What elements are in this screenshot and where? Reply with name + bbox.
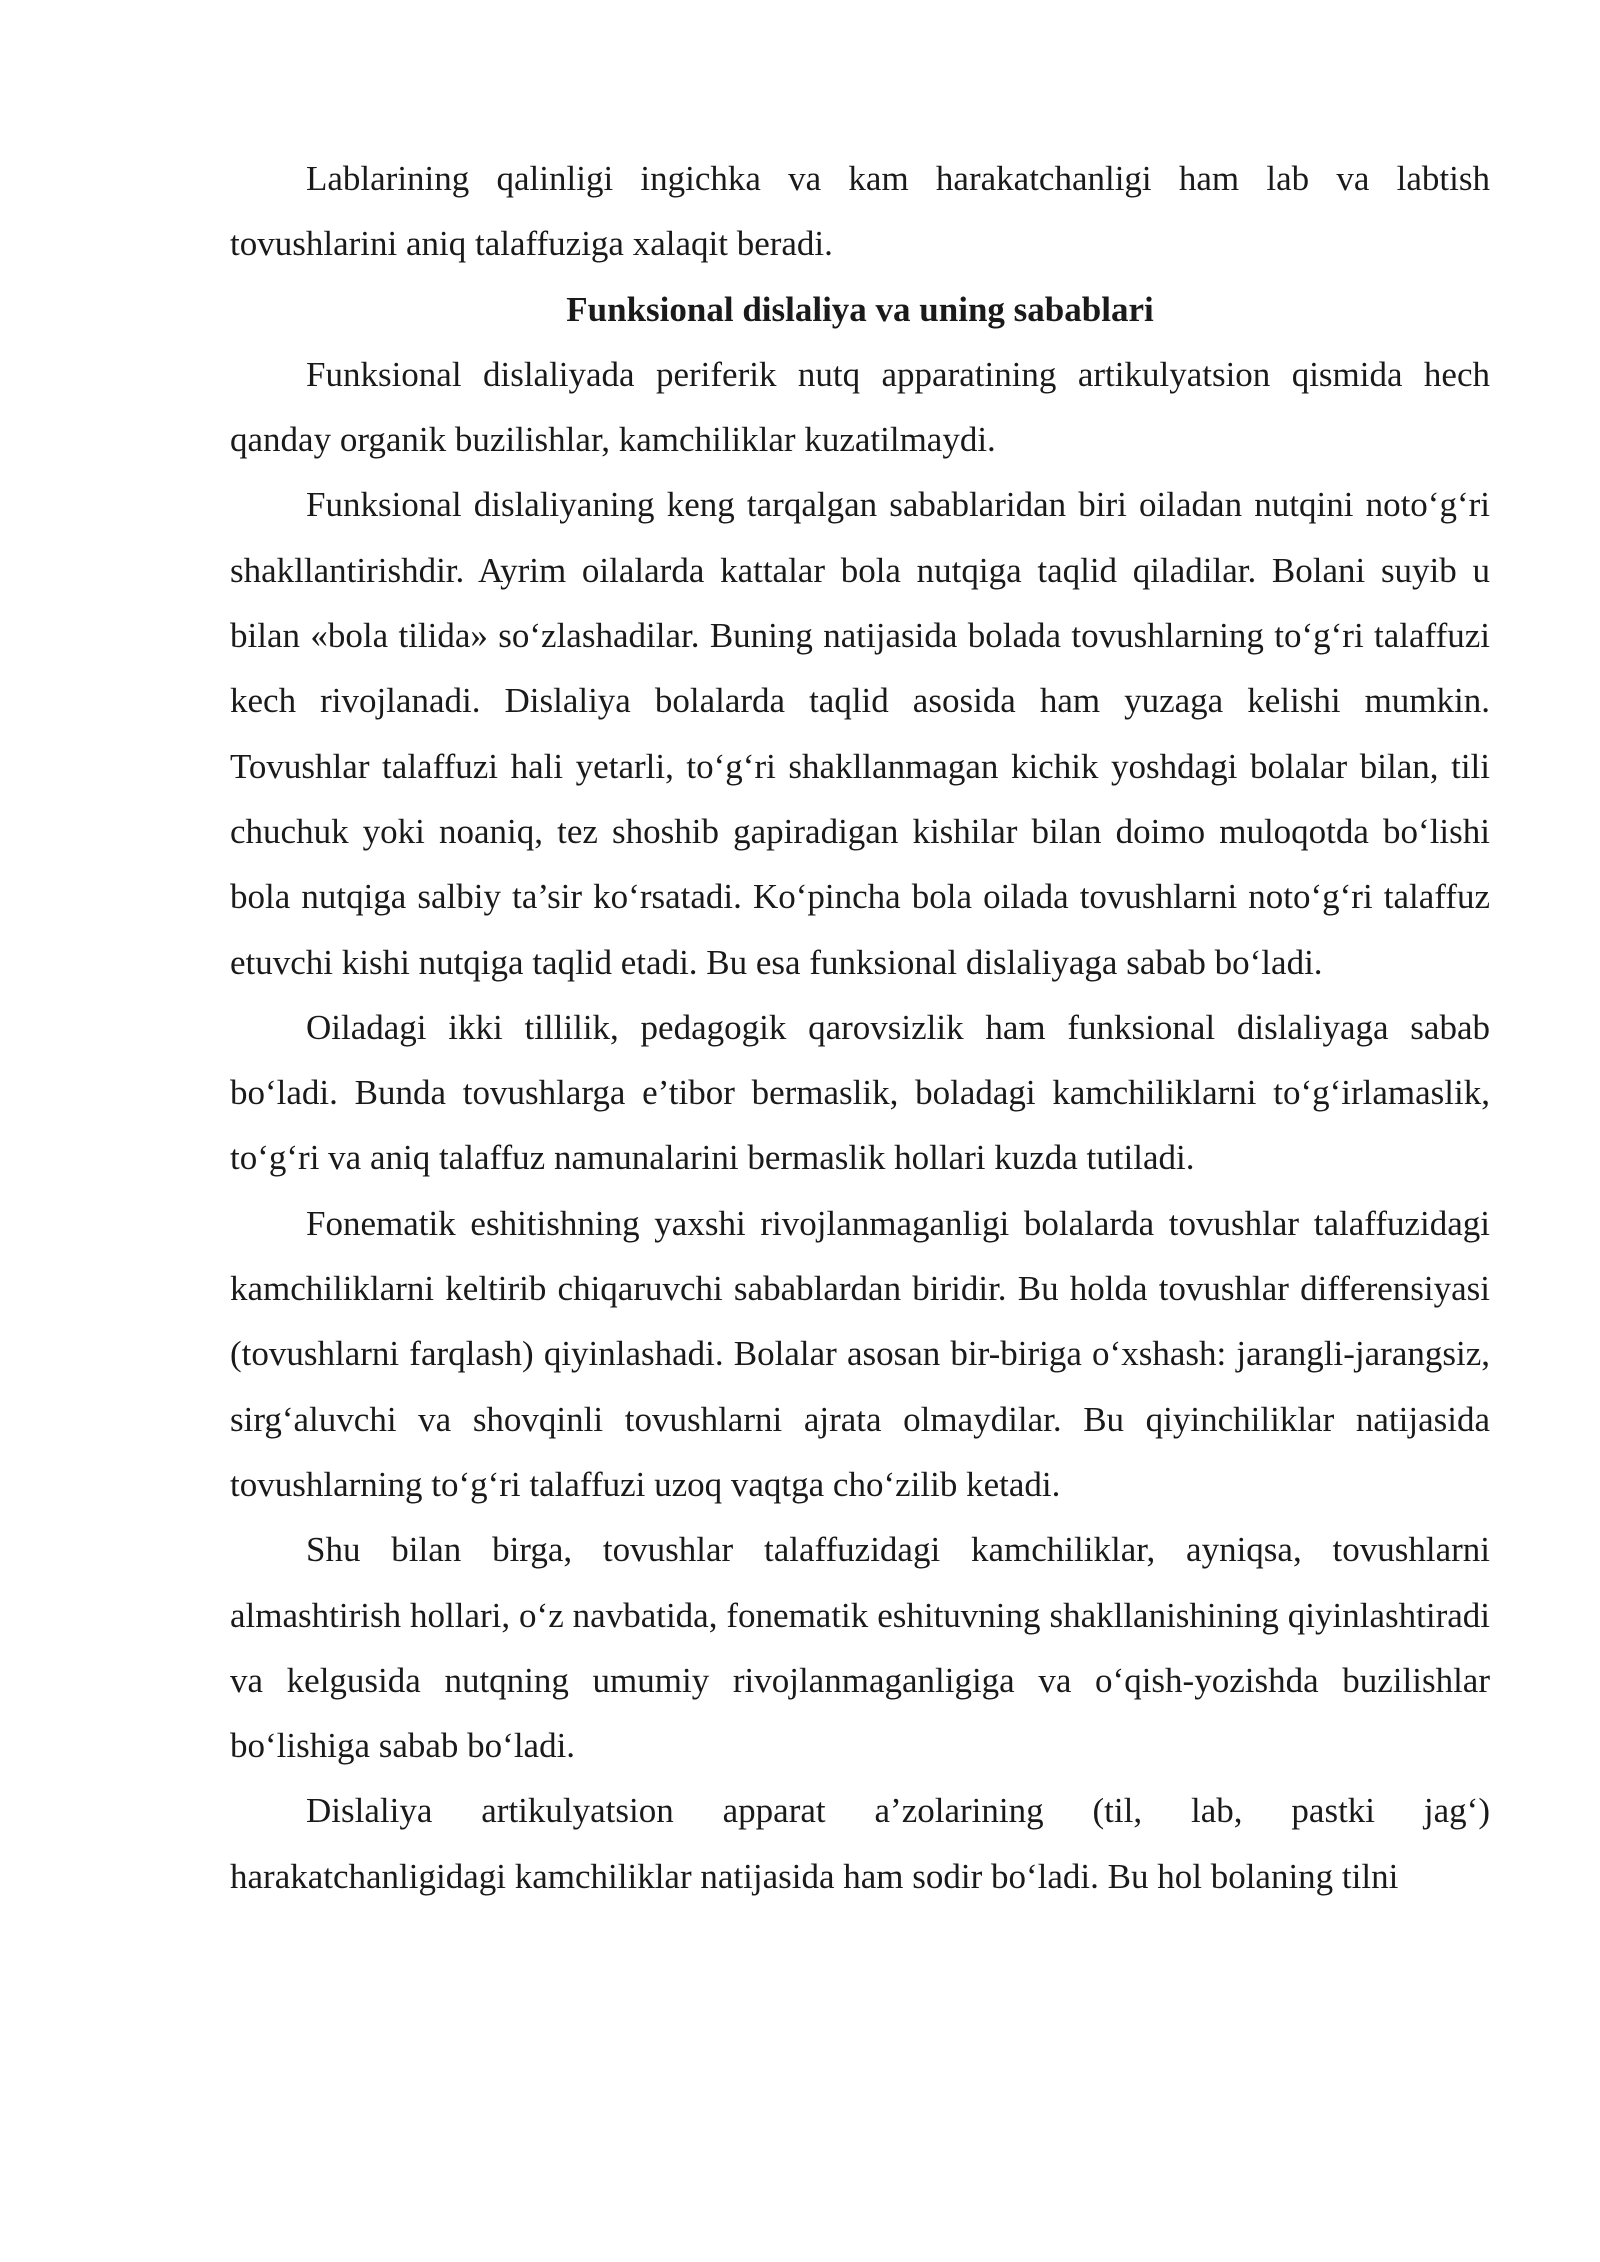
body-paragraph-intro: Lablarining qalinligi ingichka va kam harakatchanligi ham lab va labtish tovushlarini aniq talaffuziga xalaqit beradi. xyxy=(230,159,1490,264)
body-paragraph-3: Oiladagi ikki tillilik, pedagogik qarovsizlik ham funksional dislaliyaga sabab bo‘ladi. Bunda tovushlarga e’tibor bermaslik, boladagi kamchiliklarni to‘g‘irlamaslik, to‘g‘ri va aniq talaffuz namunalarini bermaslik hollari kuzda tutiladi. xyxy=(230,1007,1490,1178)
body-paragraph-1: Funksional dislaliyada periferik nutq apparatining artikulyatsion qismida hech qanday organik buzilishlar, kamchiliklar kuzatilmaydi. xyxy=(230,354,1490,460)
body-paragraph-5: Shu bilan birga, tovushlar talaffuzidagi kamchiliklar, ayniqsa, tovushlarni almashtirish hollari, o‘z navbatida, fonematik eshituvning shakllanishining qiyinlashtiradi va kelgusida nutqning umumiy rivojlanmaganligiga va o‘qish-yozishda buzilishlar bo‘lishiga sabab bo‘ladi. xyxy=(230,1530,1490,1766)
document-page xyxy=(230,146,1490,1909)
body-paragraph-4: Fonematik eshitishning yaxshi rivojlanmaganligi bolalarda tovushlar talaffuzidagi kamchiliklarni keltirib chiqaruvchi sabablardan biridir. Bu holda tovushlar differensiyasi (tovushlarni farqlash) qiyinlashadi. Bolalar asosan bir-biriga o‘xshash: jarangli-jarangsiz, sirg‘aluvchi va shovqinli tovushlarni ajrata olmaydilar. Bu qiyinchiliklar natijasida tovushlarning to‘g‘ri talaffuzi uzoq vaqtga cho‘zilib ketadi. xyxy=(230,1203,1490,1504)
body-paragraph-2: Funksional dislaliyaning keng tarqalgan sabablaridan biri oiladan nutqini noto‘g‘ri shakllantirishdir. Ayrim oilalarda kattalar bola nutqiga taqlid qiladilar. Bolani suyib u bilan «bola tilida» so‘zlashadilar. Buning natijasida bolada tovushlarning to‘g‘ri talaffuzi kech rivojlanadi. Dislaliya bolalarda taqlid asosida ham yuzaga kelishi mumkin. Tovushlar talaffuzi hali yetarli, to‘g‘ri shakllanmagan kichik yoshdagi bolalar bilan, tili chuchuk yoki noaniq, tez shoshib gapiradigan kishilar bilan doimo muloqotda bo‘lishi bola nutqiga salbiy ta’sir ko‘rsatadi. Ko‘pincha bola oilada tovushlarni noto‘g‘ri talaffuz etuvchi kishi nutqiga taqlid etadi. Bu esa funksional dislaliyaga sabab bo‘ladi. xyxy=(230,485,1490,982)
section-heading: Funksional dislaliya va uning sabablari xyxy=(566,289,1154,329)
body-paragraph-6: Dislaliya artikulyatsion apparat a’zolarining (til, lab, pastki jag‘) harakatchanligidagi kamchiliklar natijasida ham sodir bo‘ladi. Bu hol bolaning tilni xyxy=(230,1791,1490,1896)
